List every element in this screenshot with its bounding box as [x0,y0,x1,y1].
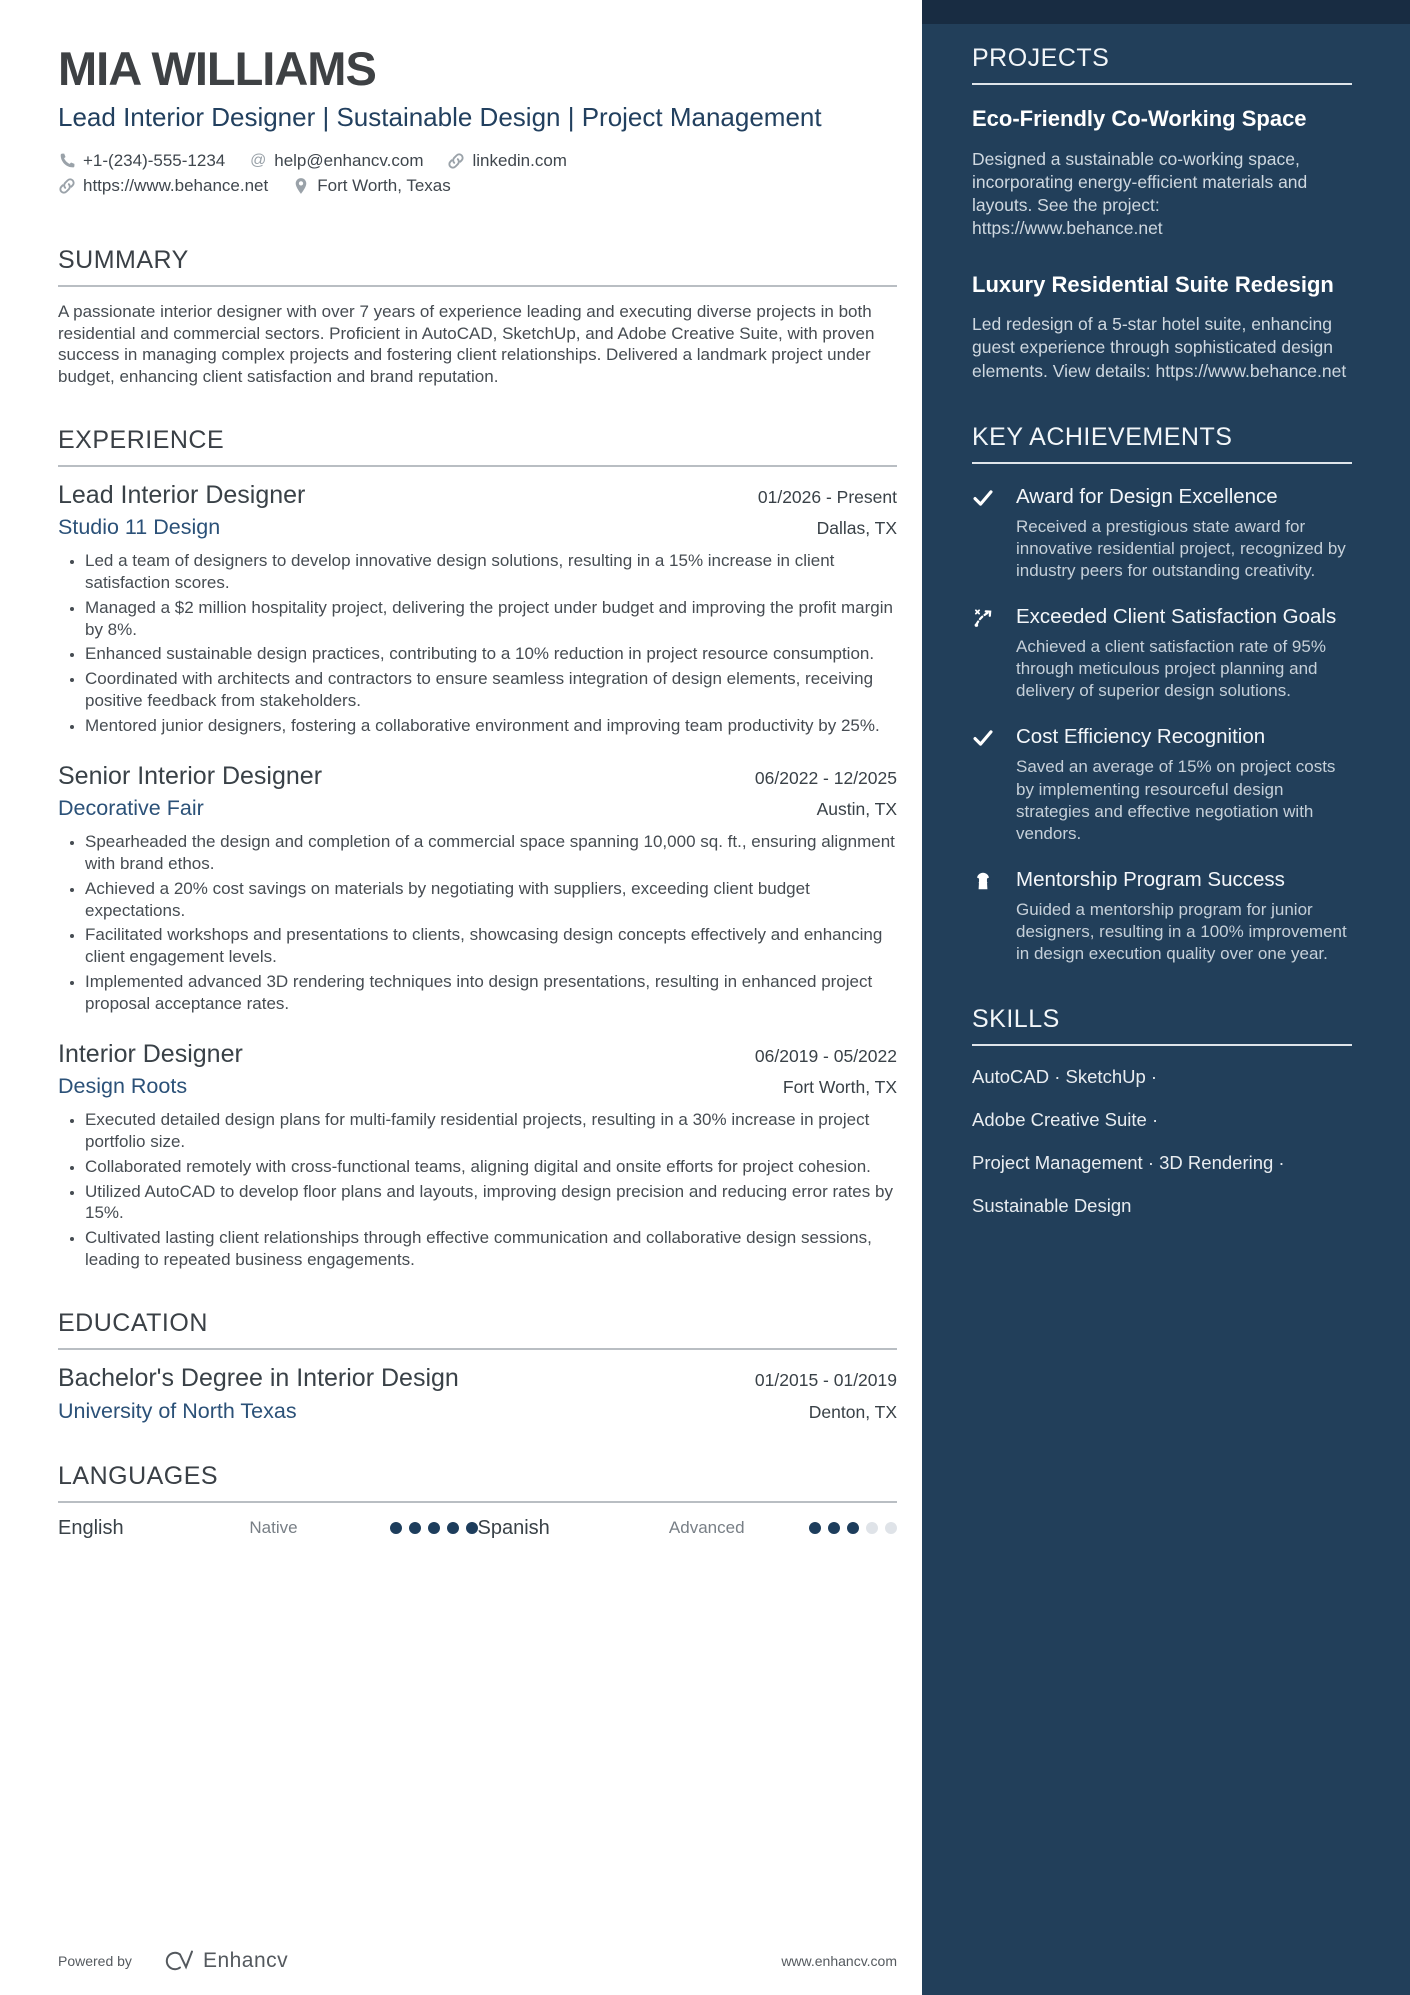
job-bullets [85,550,897,736]
section-divider [58,1501,897,1503]
job-company[interactable]: Studio 11 Design [58,515,221,540]
contact-section [58,151,897,196]
achievement-title: Mentorship Program Success [1016,867,1285,891]
job-entry [58,481,897,736]
proficiency-dot [809,1522,821,1534]
section-divider [58,1348,897,1350]
experience-heading: EXPERIENCE [58,426,225,455]
bullet-item: • Managed a $2 million hospitality project, delivering the project under budget and improving the profit margin by 8%. [85,597,897,641]
check-icon [972,724,1016,844]
phone-number: +1-(234)-555-1234 [83,150,226,170]
education-section [58,1309,897,1424]
bullet-item: • Enhanced sustainable design practices, contributing to a 10% reduction in project resource consumption. [85,643,897,665]
skill-line[interactable]: Adobe Creative Suite · [972,1109,1159,1131]
job-title: Lead Interior Designer [58,481,306,510]
projects-heading: PROJECTS [972,44,1110,72]
project-entry [972,105,1352,241]
sidebar-divider [972,83,1352,85]
enhancv-logo-text: Enhancv [202,1949,289,1972]
language-entry [58,1517,478,1540]
experience-section [58,426,897,1270]
achievement-entry [972,724,1352,844]
job-company[interactable]: Design Roots [58,1074,188,1099]
bullet-item: • Utilized AutoCAD to develop floor plans and layouts, improving design precision and reducing error rates by 15%. [85,1181,897,1225]
bullet-item: • Executed detailed design plans for multi-family residential projects, resulting in a 30% increase in project portfolio size. [85,1109,897,1153]
link-icon [58,177,76,195]
achievement-title: Award for Design Excellence [1016,484,1278,508]
achievement-description: Achieved a client satisfaction rate of 95% through meticulous project planning and delivery of superior design solutions. [1016,637,1326,701]
achievement-description: Guided a mentorship program for junior designers, resulting in a 100% improvement in design execution quality over one year. [1016,899,1347,963]
enhancv-logo[interactable] [160,1949,288,1973]
sidebar-divider [972,1044,1352,1046]
achievement-entry [972,604,1352,702]
job-bullets [85,831,897,1014]
education-dates: 01/2015 - 01/2019 [754,1369,897,1390]
education-location: Denton, TX [808,1401,897,1422]
project-description: Designed a sustainable co-working space, incorporating energy-efficient materials and layouts. See the project: https://www.behance.net [972,148,1308,239]
skill-line[interactable]: Sustainable Design [972,1195,1132,1217]
language-proficiency-dots [809,1522,897,1534]
section-divider [58,285,897,287]
achievements-section [972,423,1352,965]
contact-row [58,151,897,171]
project-title: Luxury Residential Suite Redesign [972,271,1334,297]
language-level: Advanced [668,1518,745,1538]
project-entry [972,271,1352,383]
skills-heading: SKILLS [972,1005,1060,1034]
summary-heading: SUMMARY [58,245,189,274]
bullet-item: • Achieved a 20% cost savings on materials by negotiating with suppliers, exceeding client budget expectations. [85,878,897,922]
proficiency-dot [466,1522,478,1534]
strategy-arrow-icon [972,604,1016,702]
skill-line[interactable]: Project Management · 3D Rendering · [972,1152,1285,1174]
phone-icon [58,152,76,170]
job-dates: 06/2019 - 05/2022 [754,1046,897,1067]
link-icon [447,152,465,170]
person-name: MIA WILLIAMS [58,42,376,95]
location-text: Fort Worth, Texas [317,175,451,195]
achievement-description: Saved an average of 15% on project costs by implementing resourceful design strategies and effective negotiation with vendors. [1016,757,1336,843]
proficiency-dot [447,1522,459,1534]
proficiency-dot [885,1522,897,1534]
proficiency-dot [866,1522,878,1534]
proficiency-dot [828,1522,840,1534]
degree-title: Bachelor's Degree in Interior Design [58,1363,459,1392]
language-name: English [58,1516,124,1539]
job-location: Dallas, TX [816,518,897,539]
location-pin-icon [292,177,310,195]
location-contact [292,176,451,196]
job-bullets [85,1109,897,1270]
job-location: Austin, TX [816,799,897,820]
footer [58,1949,897,1973]
sidebar-divider [972,462,1352,464]
job-title: Interior Designer [58,1040,243,1069]
person-title: Lead Interior Designer | Sustainable Design | Project Management [58,102,822,133]
proficiency-dot [409,1522,421,1534]
bullet-item: • Mentored junior designers, fostering a collaborative environment and improving team productivity by 25%. [85,715,897,737]
projects-section [972,44,1352,383]
achievement-description: Received a prestigious state award for innovative residential project, recognized by industry peers for outstanding creativity. [1016,516,1346,581]
proficiency-dot [390,1522,402,1534]
language-level: Native [249,1518,298,1538]
job-dates: 06/2022 - 12/2025 [754,768,897,789]
language-proficiency-dots [390,1522,478,1534]
linkedin-url: linkedin.com [472,150,567,170]
job-entry [58,1040,897,1270]
check-icon [972,484,1016,582]
phone-contact[interactable] [58,151,225,171]
email-address: help@enhancv.com [274,150,424,170]
powered-by-label: Powered by [58,1953,132,1969]
job-dates: 01/2026 - Present [757,487,897,508]
linkedin-contact[interactable] [447,151,567,171]
contact-row [58,176,897,196]
summary-section [58,246,897,389]
project-description: Led redesign of a 5-star hotel suite, enhancing guest experience through sophisticated design elements. View details: https://www.behance.net [972,314,1347,381]
bullet-item: • Implemented advanced 3D rendering techniques into design presentations, resulting in enhanced project proposal acceptance rates. [85,971,897,1015]
email-contact[interactable] [249,151,423,171]
skill-line[interactable]: AutoCAD · SketchUp · [972,1066,1158,1088]
skills-section [972,1005,1352,1217]
job-entry [58,762,897,1014]
language-entry [478,1517,898,1540]
proficiency-dot [847,1522,859,1534]
project-title: Eco-Friendly Co-Working Space [972,106,1307,131]
achievements-heading: KEY ACHIEVEMENTS [972,422,1233,451]
sidebar [922,0,1410,1995]
proficiency-dot [428,1522,440,1534]
bullet-item: • Coordinated with architects and contractors to ensure seamless integration of design elements, receiving positive feedback from stakeholders. [85,668,897,712]
bullet-item: • Spearheaded the design and completion of a commercial space spanning 10,000 sq. ft., ensuring alignment with brand ethos. [85,831,897,875]
section-divider [58,465,897,467]
bullet-item: • Facilitated workshops and presentations to clients, showcasing design concepts effectively and enhancing client engagement levels. [85,924,897,968]
achievement-entry [972,484,1352,582]
school-name[interactable]: University of North Texas [58,1398,297,1423]
job-location: Fort Worth, TX [782,1077,897,1098]
languages-heading: LANGUAGES [58,1461,219,1490]
mentorship-head-icon [972,867,1016,965]
job-title: Senior Interior Designer [58,762,323,791]
achievement-entry [972,867,1352,965]
website-url: https://www.behance.net [83,175,269,195]
bullet-item: • Led a team of designers to develop innovative design solutions, resulting in a 15% increase in client satisfaction scores. [85,550,897,594]
languages-row [58,1517,897,1540]
bullet-item: • Cultivated lasting client relationships through effective communication and collaborative design sessions, leading to repeated business engagements. [85,1227,897,1271]
bullet-item: • Collaborated remotely with cross-functional teams, aligning digital and onsite efforts for project cohesion. [85,1156,897,1178]
achievement-title: Exceeded Client Satisfaction Goals [1016,605,1337,629]
achievement-title: Cost Efficiency Recognition [1016,725,1266,749]
job-company[interactable]: Decorative Fair [58,796,204,821]
education-heading: EDUCATION [58,1308,208,1337]
summary-text: A passionate interior designer with over 7 years of experience leading and executing diverse projects in both residential and commercial sectors. Proficient in AutoCAD, SketchUp, and Adobe Creative Suite, with proven success in managing complex projects and fostering client relationships. Delivered a landmark project under budget, enhancing client satisfaction and brand reputation. [58,301,875,387]
footer-site-url[interactable]: www.enhancv.com [781,1953,897,1969]
enhancv-logo-icon [160,1949,194,1973]
language-name: Spanish [477,1516,550,1539]
website-contact[interactable] [58,176,268,196]
languages-section [58,1462,897,1540]
email-icon: @ [250,151,267,169]
